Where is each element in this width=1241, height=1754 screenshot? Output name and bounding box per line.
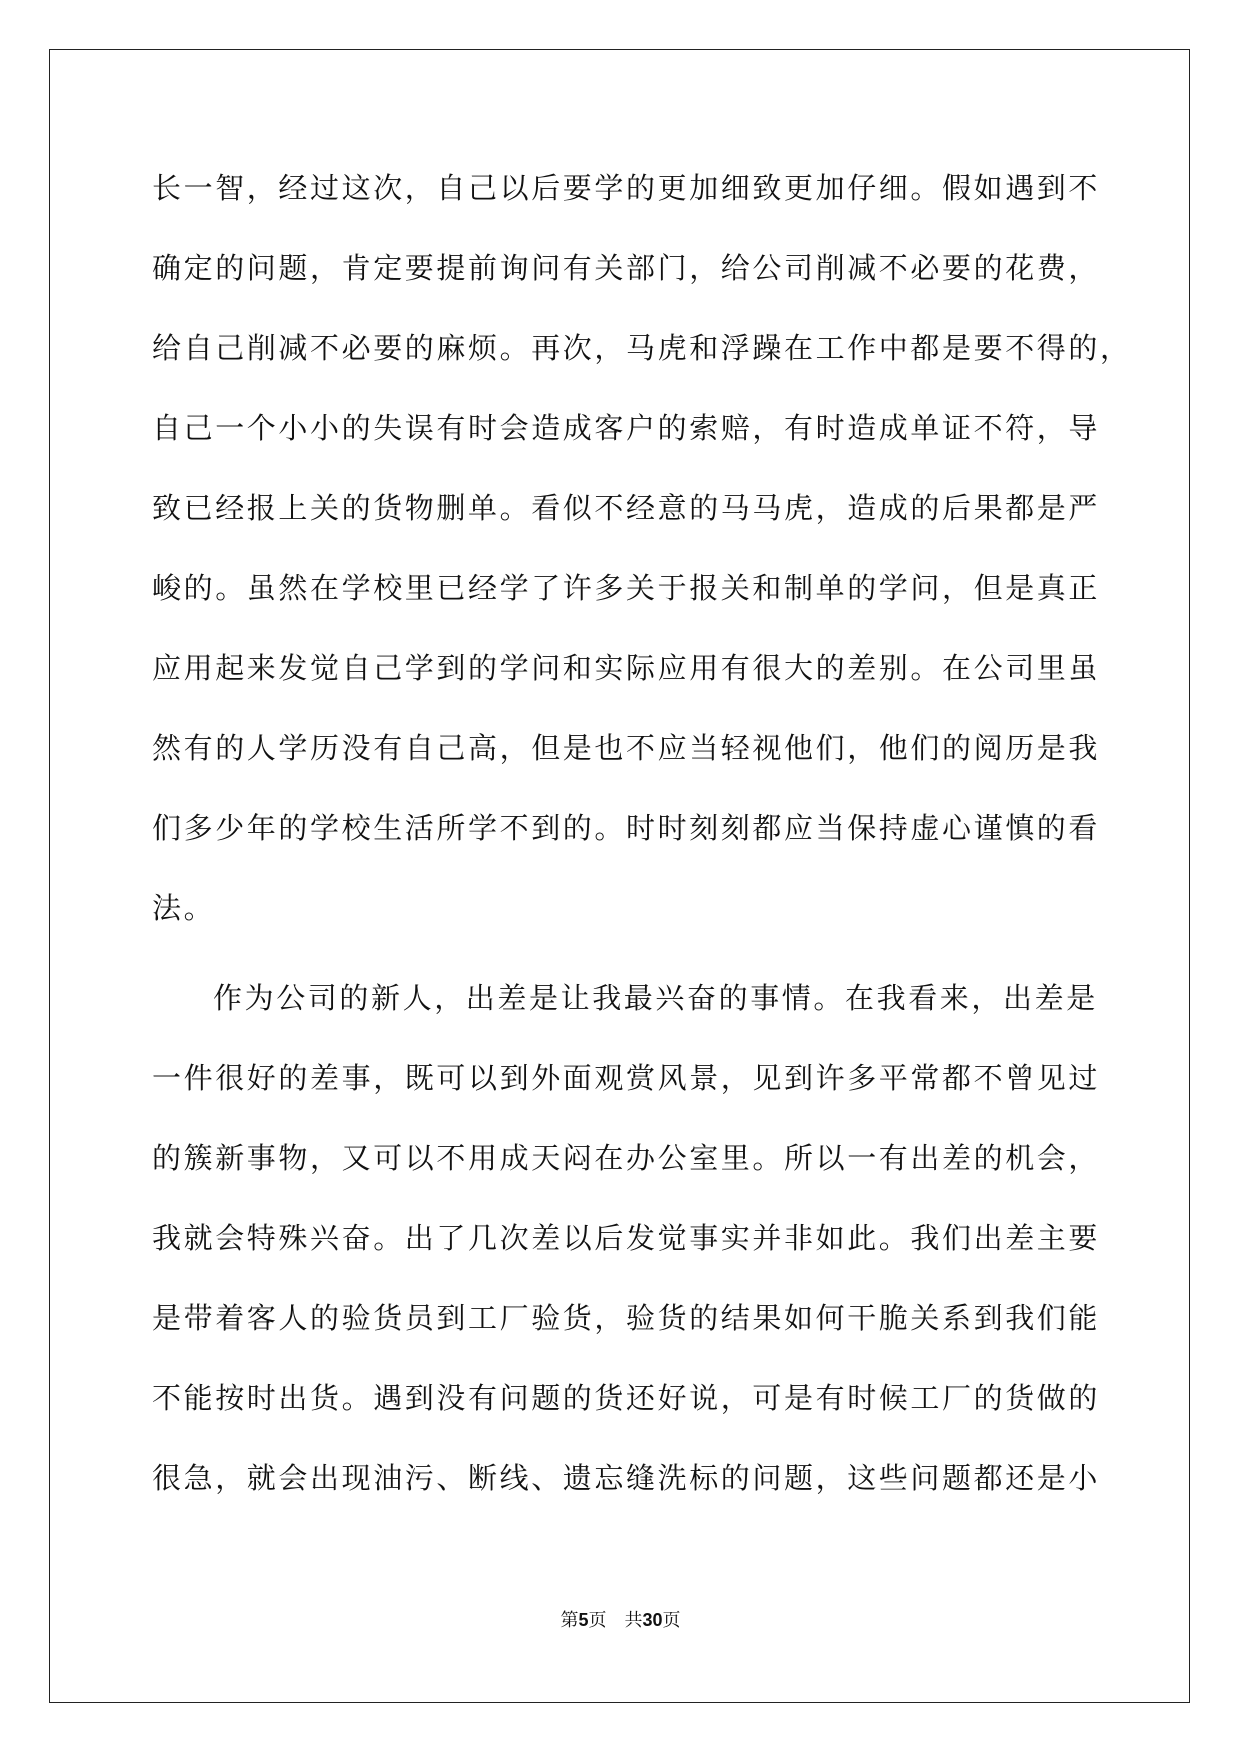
total-pages: 30	[642, 1610, 663, 1630]
paragraph-first-line: 作为公司的新人，出差是让我最兴奋的事情。在我看来，出差是	[213, 981, 1098, 1015]
footer-total-prefix: 共	[624, 1610, 643, 1631]
footer-total-suffix: 页	[662, 1610, 681, 1631]
text-line: 很急，就会出现油污、断线、遗忘缝洗标的问题，这些问题都还是小	[152, 1461, 1101, 1495]
text-line: 应用起来发觉自己学到的学问和实际应用有很大的差别。在公司里虽	[152, 651, 1101, 685]
text-line: 给自己削减不必要的麻烦。再次，马虎和浮躁在工作中都是要不得的，	[152, 331, 1132, 365]
text-line: 确定的问题，肯定要提前询问有关部门，给公司削减不必要的花费，	[152, 251, 1101, 285]
page-footer	[0, 1608, 1241, 1633]
page-border	[49, 49, 1190, 1703]
text-line: 们多少年的学校生活所学不到的。时时刻刻都应当保持虚心谨慎的看	[152, 811, 1101, 845]
text-line: 不能按时出货。遇到没有问题的货还好说，可是有时候工厂的货做的	[152, 1381, 1101, 1415]
text-line: 致已经报上关的货物删单。看似不经意的马马虎，造成的后果都是严	[152, 491, 1101, 525]
text-line: 法。	[152, 891, 216, 925]
text-line: 的簇新事物，又可以不用成天闷在办公室里。所以一有出差的机会，	[152, 1141, 1101, 1175]
text-line: 是带着客人的验货员到工厂验货，验货的结果如何干脆关系到我们能	[152, 1301, 1101, 1335]
text-line: 一件很好的差事，既可以到外面观赏风景，见到许多平常都不曾见过	[152, 1061, 1101, 1095]
footer-prefix: 第	[560, 1610, 579, 1631]
page-number: 5	[578, 1610, 589, 1630]
text-line: 自己一个小小的失误有时会造成客户的索赔，有时造成单证不符，导	[152, 411, 1101, 445]
text-line: 长一智，经过这次，自己以后要学的更加细致更加仔细。假如遇到不	[152, 171, 1101, 205]
text-line: 峻的。虽然在学校里已经学了许多关于报关和制单的学问，但是真正	[152, 571, 1101, 605]
text-line: 我就会特殊兴奋。出了几次差以后发觉事实并非如此。我们出差主要	[152, 1221, 1101, 1255]
footer-page-suffix: 页	[588, 1610, 607, 1631]
text-line: 然有的人学历没有自己高，但是也不应当轻视他们，他们的阅历是我	[152, 731, 1101, 765]
